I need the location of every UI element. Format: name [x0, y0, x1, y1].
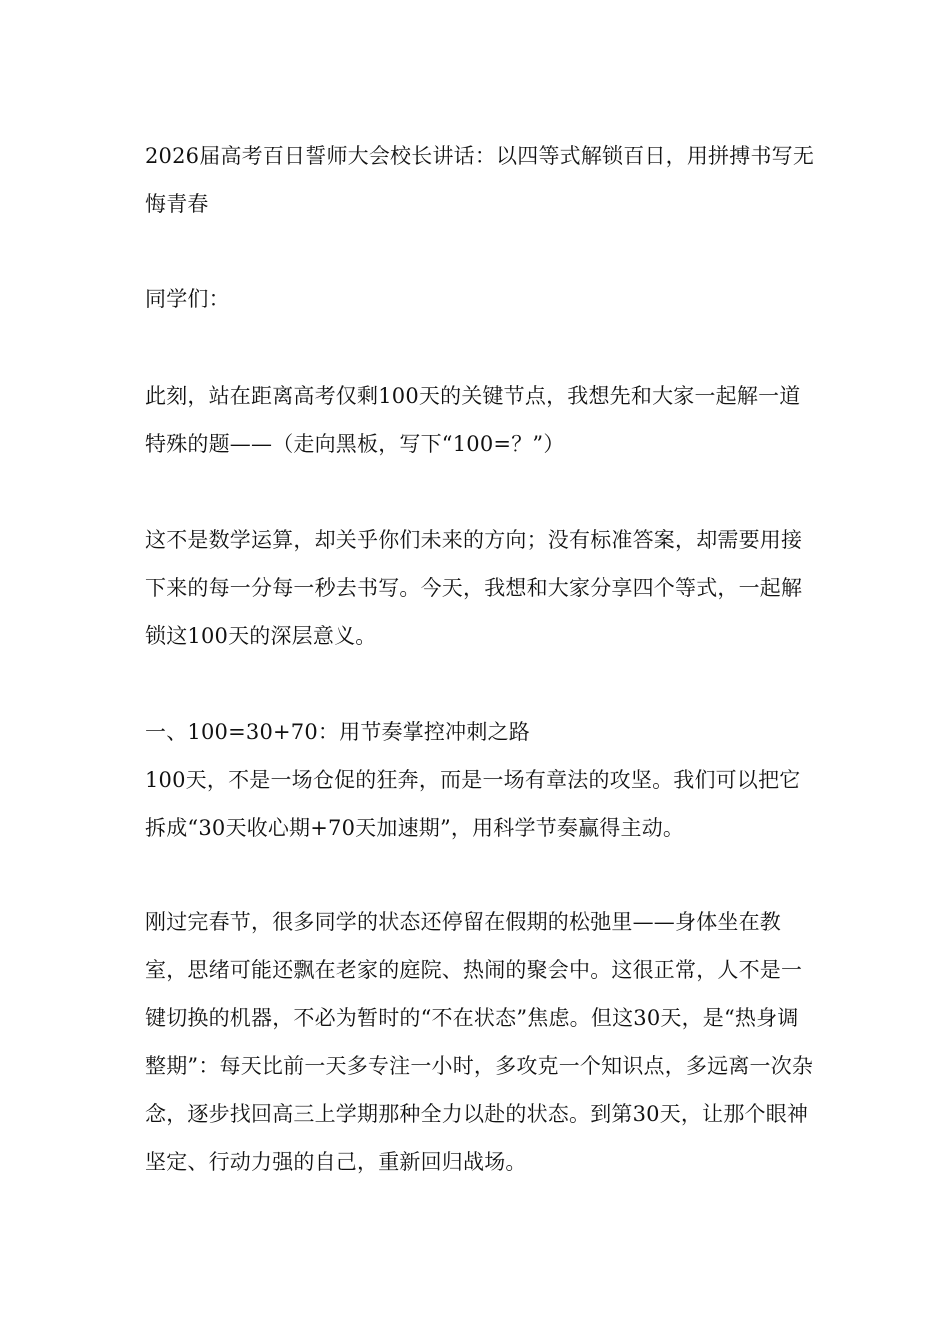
document-title: 2026届高考百日誓师大会校长讲话：以四等式解锁百日，用拼搏书写无悔青春 — [145, 144, 815, 216]
section-heading-1: 一、100=30+70：用节奏掌控冲刺之路 — [145, 720, 530, 744]
greeting: 同学们： — [145, 287, 230, 311]
section1-paragraph-1: 100天，不是一场仓促的狂奔，而是一场有章法的攻坚。我们可以把它拆成“30天收心期+70天加速期”，用科学节奏赢得主动。 — [145, 768, 801, 840]
section1-paragraph-2: 刚过完春节，很多同学的状态还停留在假期的松弛里——身体坐在教室，思绪可能还飘在老家的庭院、热闹的聚会中。这很正常，人不是一键切换的机器，不必为暂时的“不在状态”焦虑。但这30天，是“热身调整期”：每天比前一天多专注一小时，多攻克一个知识点，多远离一次杂念，逐步找回高三上学期那种全力以赴的状态。到第30天，让那个眼神坚定、行动力强的自己，重新回归战场。 — [145, 910, 814, 1174]
paragraph-intro: 此刻，站在距离高考仅剩100天的关键节点，我想先和大家一起解一道特殊的题——（走向黑板，写下“100=？”） — [145, 384, 801, 456]
paragraph-equations: 这不是数学运算，却关乎你们未来的方向；没有标准答案，却需要用接下来的每一分每一秒去书写。今天，我想和大家分享四个等式，一起解锁这100天的深层意义。 — [145, 528, 803, 648]
document-body — [145, 132, 815, 1186]
